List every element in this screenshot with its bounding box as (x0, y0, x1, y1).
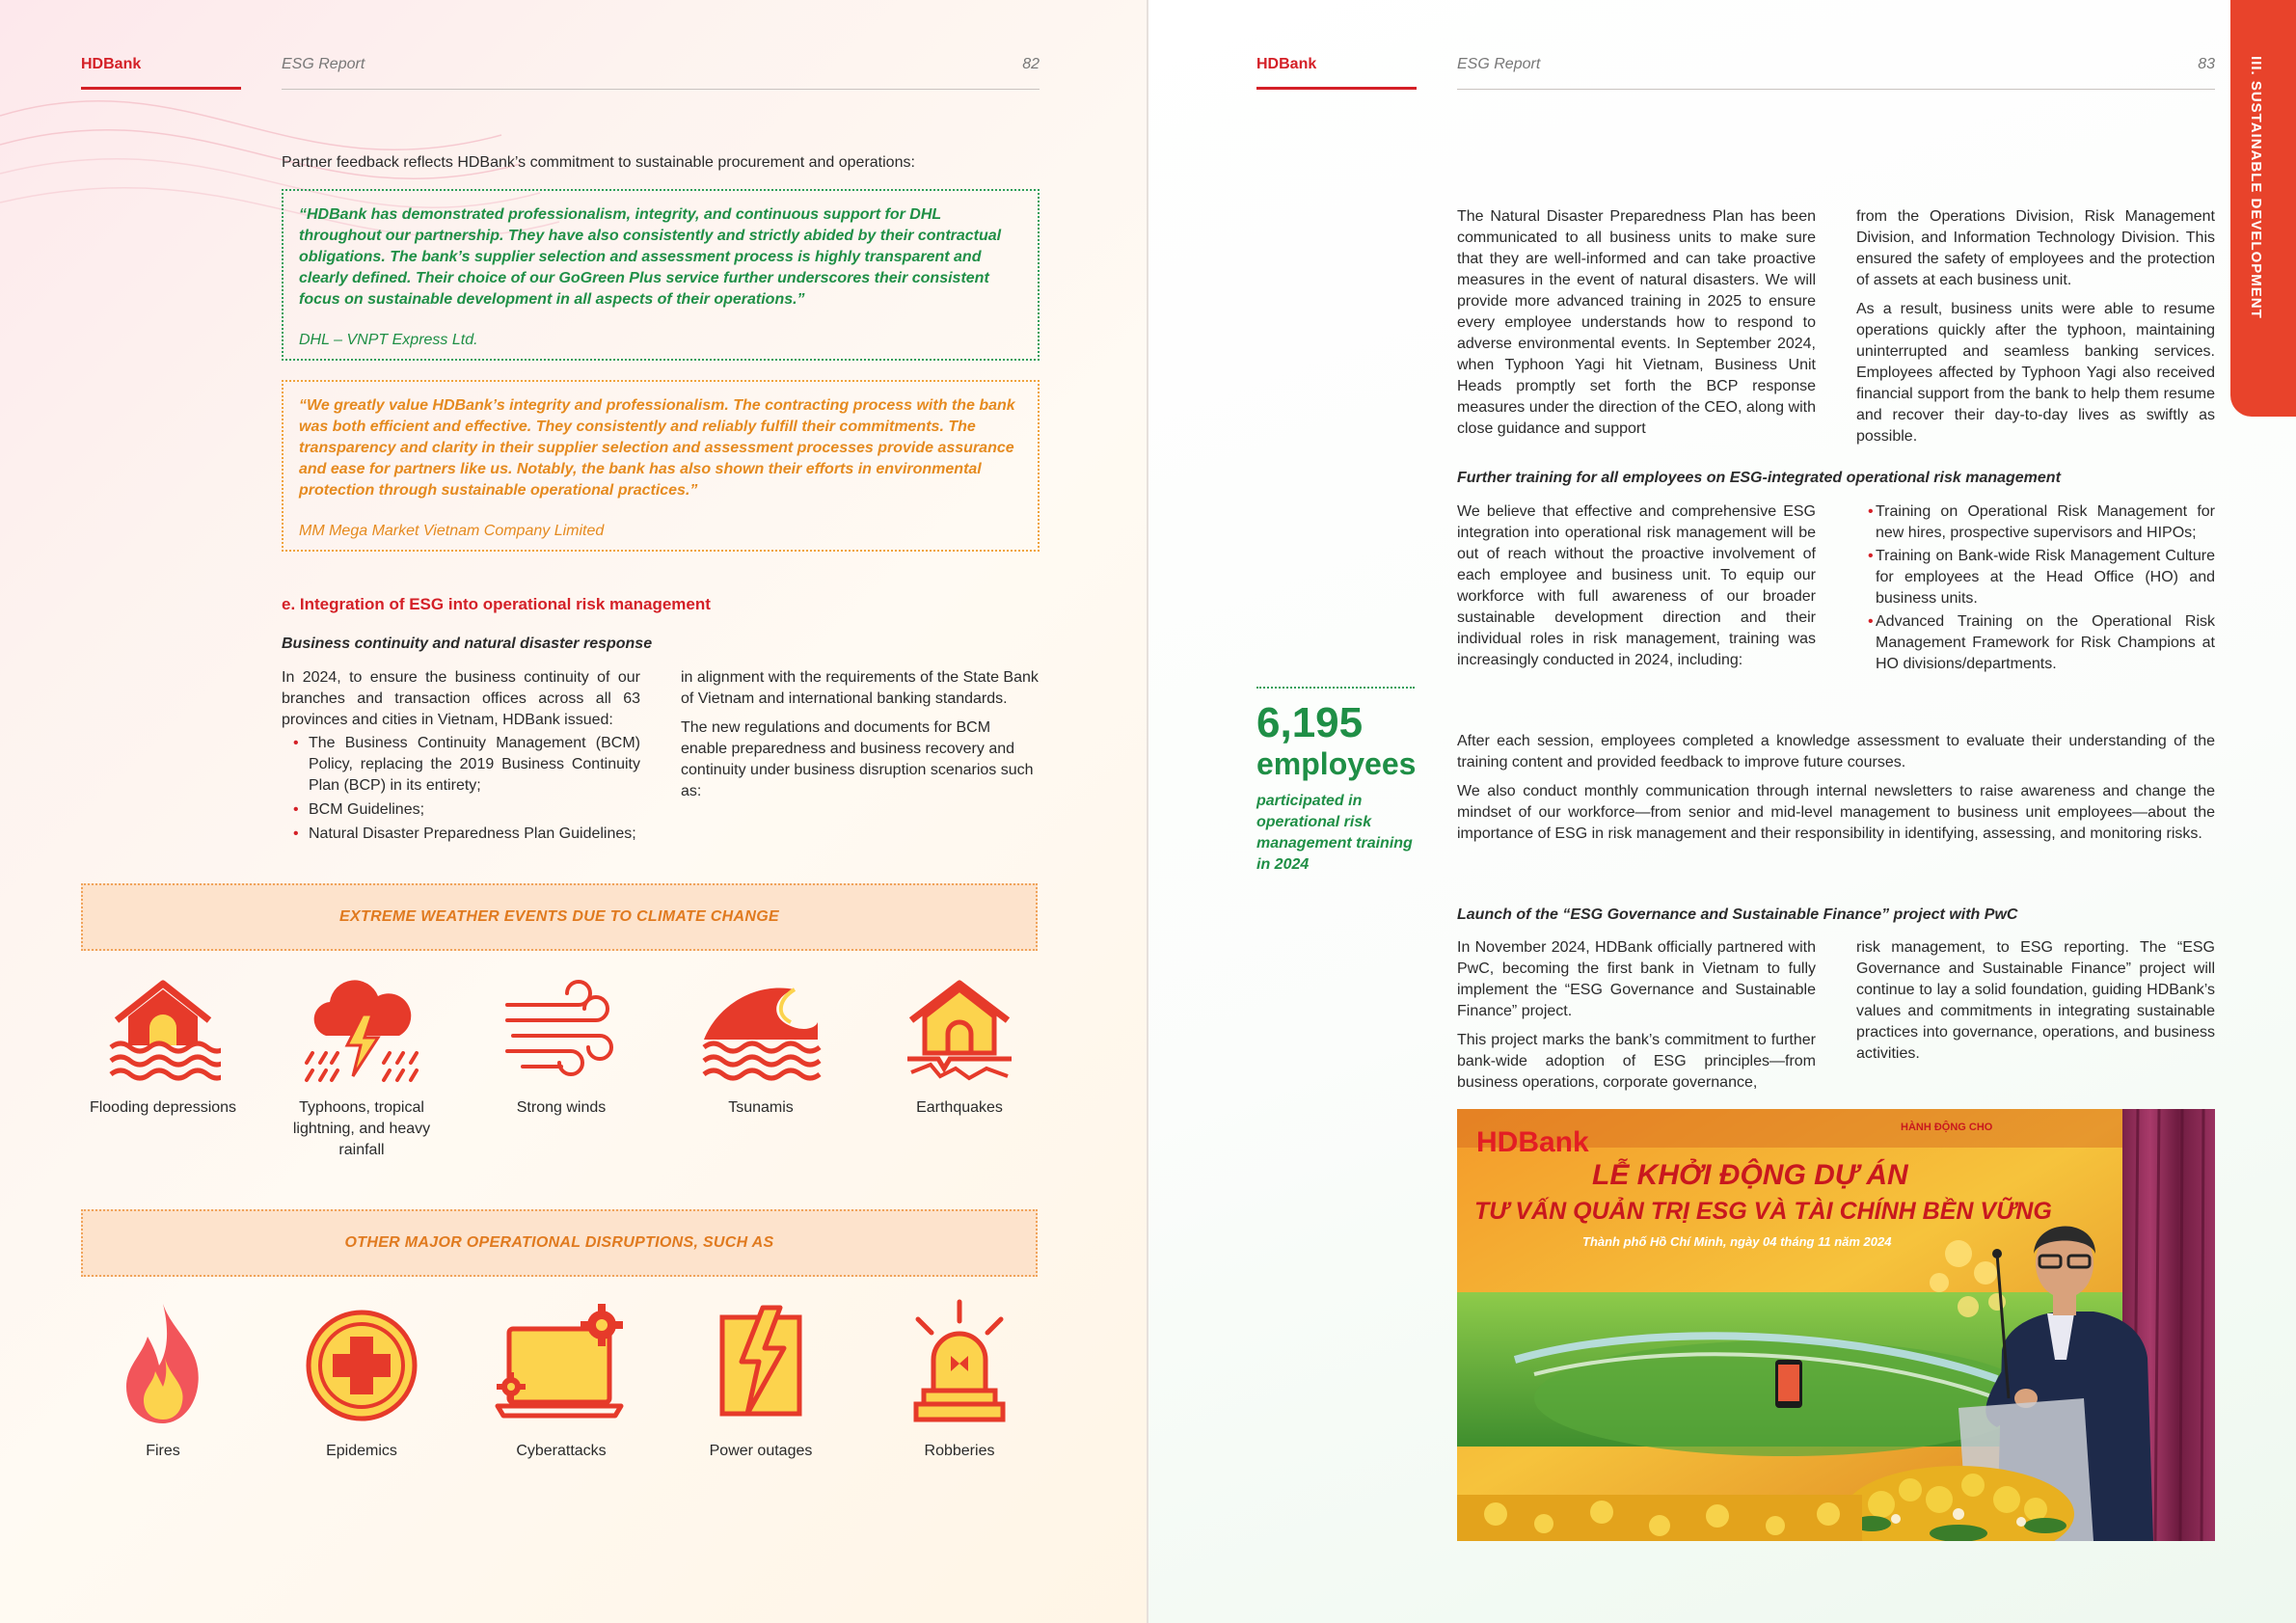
intro-text: Partner feedback reflects HDBank’s commitment to sustainable procurement and operations: (282, 154, 915, 171)
wind-icon (503, 976, 619, 1084)
paragraph: After each session, employees completed a knowledge assessment to evaluate their understanding of the training content and provided feedback to improve future courses. (1457, 733, 2215, 771)
col1-paragraph: The Natural Disaster Preparedness Plan has been communicated to all business units to make sure that they are well-informed and can take proactive measures in the event of natural disasters. We will provide more advanced training in 2025 to ensure every employee understands how to respond to adverse environmental events. In September 2024, when Typhoon Yagi hit Vietnam, Business Unit Heads promptly set forth the BCP response measures under the direction of the CEO, along with close guidance and support (1457, 208, 1816, 437)
list-item: • Advanced Training on the Operational Risk Management Framework for Risk Champions at HO divisions/departments. (1856, 611, 2215, 675)
page-header (1256, 56, 2215, 95)
header-brand: HDBank (1256, 56, 1417, 90)
icon-item (81, 1298, 245, 1462)
col1-paragraph: In 2024, to ensure the business continuity of our branches and transaction offices across all 63 provinces and cities in Vietnam, HDBank issued: (282, 669, 640, 728)
header-doc-title: ESG Report (1457, 56, 1541, 72)
stat-unit: employees (1256, 746, 1417, 781)
header-doc-title: ESG Report (282, 56, 365, 72)
column-1 (1457, 206, 1816, 440)
quote-source: MM Mega Market Vietnam Company Limited (299, 523, 605, 539)
icon-item (679, 976, 843, 1119)
pwc-column-1 (1457, 937, 1816, 1094)
quote-text: “We greatly value HDBank’s integrity and professionalism. The contracting process with the bank was both efficient and effective. They consistently and reliably fulfill their commitments. The transparency and clarity in their supplier selection and assessment processes provide assurance and ease for partners like us. Notably, the bank has also shown their efforts in environmental protection through sustainable operational practices.” (299, 397, 1015, 499)
list-item: • Training on Bank-wide Risk Management Culture for employees at the Head Office (HO) and business units. (1856, 546, 2215, 609)
tsunami-wave-icon (698, 976, 824, 1084)
quote-mm-mega (282, 380, 1040, 552)
icon-item (479, 1298, 643, 1462)
quote-source: DHL – VNPT Express Ltd. (299, 332, 478, 348)
icon-label: Robberies (924, 1443, 995, 1459)
training-title: Further training for all employees on ESG-integrated operational risk management (1457, 470, 2061, 486)
assessment-text (1457, 731, 2215, 845)
photo-logo: HDBank (1476, 1126, 1589, 1158)
col2-paragraph: As a result, business units were able to resume operations quickly after the typhoon, maintaining uninterrupted and seamless banking services. Employees affected by Typhoon Yagi also received financial support from the bank to help them resume and recover their day-to-day lives as swiftly as possible. (1856, 301, 2215, 445)
column-2 (681, 667, 1040, 802)
band-label: EXTREME WEATHER EVENTS DUE TO CLIMATE CHANGE (339, 908, 779, 925)
icon-label: Cyberattacks (516, 1443, 607, 1459)
icon-label: Flooding depressions (89, 1099, 237, 1116)
pwc-title: Launch of the “ESG Governance and Sustainable Finance” project with PwC (1457, 906, 2018, 923)
icon-label: Strong winds (516, 1099, 607, 1116)
column-2 (1856, 206, 2215, 447)
stat-divider (1256, 687, 1415, 689)
event-photo-illustration (1457, 1109, 2215, 1541)
event-photo (1457, 1109, 2215, 1541)
band-other-disruptions (81, 1209, 1038, 1277)
quote-dhl (282, 189, 1040, 361)
subsection-title: Business continuity and natural disaster response (282, 636, 653, 652)
page-number: 82 (1022, 56, 1040, 72)
paragraph: risk management, to ESG reporting. The “ESG Governance and Sustainable Finance” project will continue to lay a solid foundation, guiding HDBank’s values and commitments in integrating sustainable practices into governance, operations, and business activities. (1856, 939, 2215, 1062)
earthquake-house-icon (902, 976, 1017, 1084)
quote-text: “HDBank has demonstrated professionalism, integrity, and continuous support for DHL throughout our partnership. They have also consistently and strictly abided by their contractual obligations. The bank’s supplier selection and assessment process is highly transparent and clearly defined. Their choice of our GoGreen Plus service further underscores their consistent focus on sustainable development in all aspects of their operations.” (299, 206, 1002, 308)
list-item: • The Business Continuity Management (BCM) Policy, replacing the 2019 Business Continuity Plan (BCP) in its entirety; (282, 733, 640, 797)
page-header (81, 56, 1040, 95)
icon-label: Epidemics (326, 1443, 397, 1459)
side-tab-label: III. SUSTAINABLE DEVELOPMENT (2248, 56, 2264, 319)
flood-house-icon (105, 976, 221, 1084)
photo-tagline: HÀNH ĐỘNG CHO (1901, 1122, 1993, 1133)
band-extreme-weather (81, 883, 1038, 951)
list-item: • Training on Operational Risk Management for new hires, prospective supervisors and HIPOs; (1856, 501, 2215, 544)
page-number: 83 (2198, 56, 2215, 72)
section-title: e. Integration of ESG into operational risk management (282, 595, 711, 613)
header-rule (282, 89, 1040, 90)
icon-label: Power outages (709, 1443, 813, 1459)
icon-item (81, 976, 245, 1119)
icon-item (280, 976, 444, 1161)
column-1 (282, 667, 640, 845)
icon-label: Tsunamis (728, 1099, 794, 1116)
section-side-tab (2230, 0, 2296, 417)
photo-banner-line1: LỄ KHỞI ĐỘNG DỰ ÁN (1592, 1159, 1908, 1191)
icon-item (878, 976, 1041, 1119)
training-column-2 (1856, 501, 2215, 675)
paragraph: We also conduct monthly communication through internal newsletters to raise awareness and change the mindset of our workforce—from senior and mid-level management to business unit employees—about the importance of ESG in risk management and their responsibility in identifying, assessing, and monitoring risks. (1457, 783, 2215, 842)
laptop-gear-icon (494, 1298, 629, 1427)
header-rule (1457, 89, 2215, 90)
alarm-siren-icon (897, 1298, 1022, 1427)
storm-cloud-icon (299, 976, 424, 1084)
list-item: • BCM Guidelines; (282, 799, 640, 821)
pwc-column-2 (1856, 937, 2215, 1065)
training-list (1856, 501, 2215, 675)
list-item: • Natural Disaster Preparedness Plan Guidelines; (282, 824, 640, 845)
header-brand: HDBank (81, 56, 241, 90)
col2-paragraph: from the Operations Division, Risk Management Division, and Information Technology Division. This ensured the safety of employees and the protection of assets at each business unit. (1856, 208, 2215, 288)
icon-item (479, 976, 643, 1119)
col2-paragraph: The new regulations and documents for BCM enable preparedness and business recovery and continuity under business disruption scenarios such as: (681, 719, 1034, 799)
icon-item (679, 1298, 843, 1462)
icon-label: Typhoons, tropical lightning, and heavy rainfall (292, 1099, 431, 1158)
icon-item (878, 1298, 1041, 1462)
icon-label: Fires (146, 1443, 180, 1459)
phone-graphic (1775, 1360, 1802, 1408)
power-bolt-icon (703, 1298, 819, 1427)
icon-item (280, 1298, 444, 1462)
paragraph: This project marks the bank’s commitment to further bank-wide adoption of ESG principles—from business operations, corporate governance, (1457, 1032, 1816, 1091)
right-page (1148, 0, 2296, 1623)
photo-banner-date: Thành phố Hồ Chí Minh, ngày 04 tháng 11 năm 2024 (1582, 1234, 1892, 1249)
fire-icon (105, 1298, 221, 1427)
icon-label: Earthquakes (916, 1099, 1003, 1116)
paragraph: In November 2024, HDBank officially partnered with PwC, becoming the first bank in Vietnam to fully implement the “ESG Governance and Sustainable Finance” project. (1457, 939, 1816, 1019)
employee-stat (1256, 687, 1422, 876)
photo-banner-line2: TƯ VẤN QUẢN TRỊ ESG VÀ TÀI CHÍNH BỀN VỮNG (1474, 1198, 2052, 1225)
stat-caption: participated in operational risk management training in 2024 (1256, 793, 1413, 873)
stat-number: 6,195 (1256, 699, 1364, 746)
training-column-1 (1457, 501, 1816, 671)
training-paragraph: We believe that effective and comprehensive ESG integration into operational risk management will be out of reach without the proactive involvement of each employee and business unit. To equip our workforce with full awareness of our broader sustainable development direction and their individual roles in risk management, training was increasingly conducted in 2024, including: (1457, 503, 1816, 668)
bcm-list (282, 733, 640, 845)
col2-paragraph: in alignment with the requirements of the State Bank of Vietnam and international banking standards. (681, 669, 1039, 707)
medical-cross-icon (304, 1298, 419, 1427)
band-label: OTHER MAJOR OPERATIONAL DISRUPTIONS, SUCH AS (344, 1234, 774, 1251)
